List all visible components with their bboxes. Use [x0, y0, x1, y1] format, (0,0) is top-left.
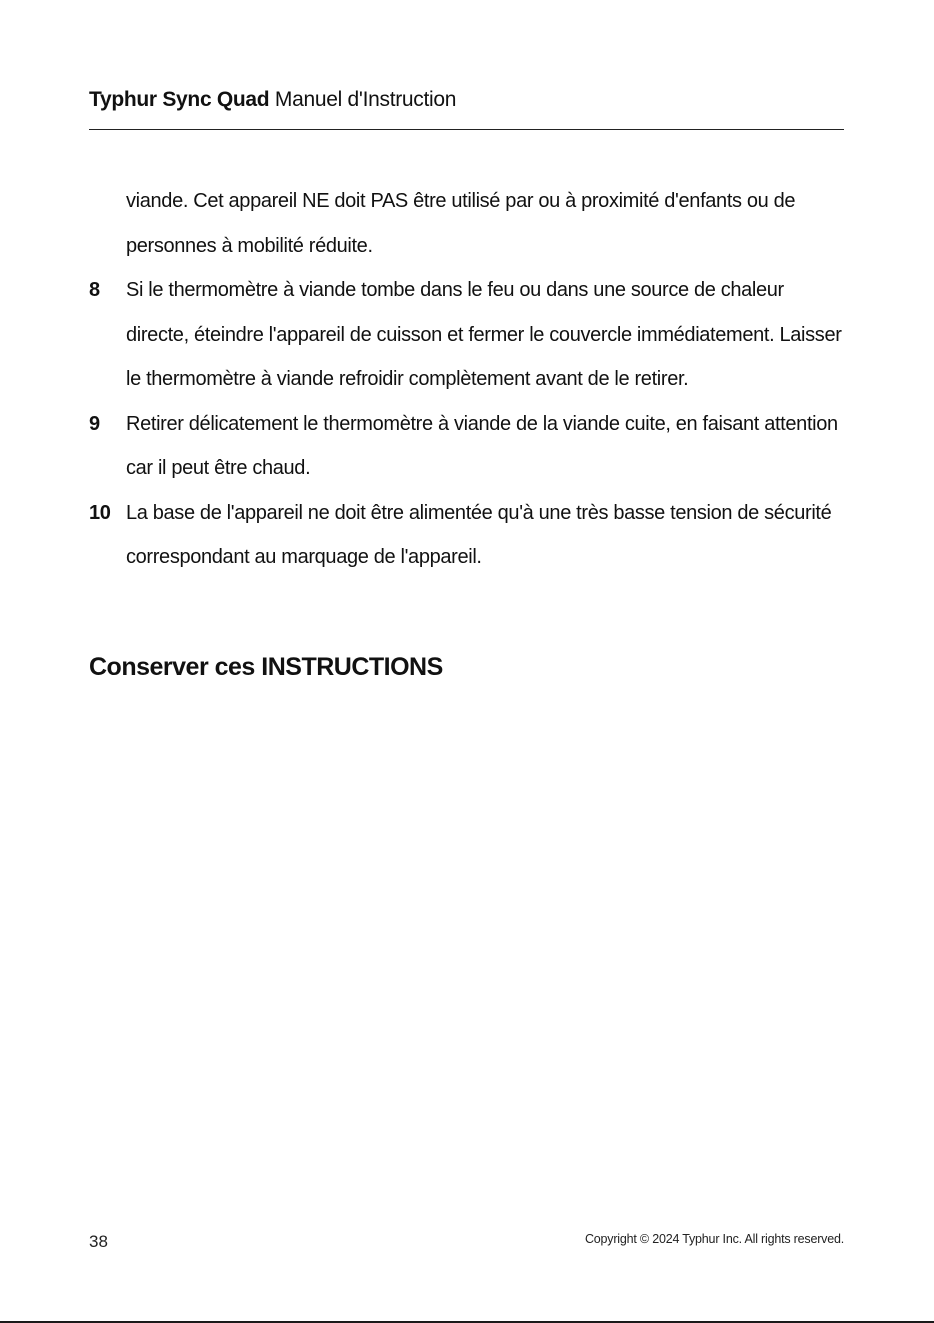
- item-text: La base de l'appareil ne doit être alimentée qu'à une très basse tension de sécurité correspondant au marquage de l'appareil.: [126, 501, 832, 568]
- list-item: [89, 268, 849, 402]
- page-header: [89, 88, 844, 112]
- continuation-paragraph: [89, 179, 849, 268]
- item-text: Retirer délicatement le thermomètre à viande de la viande cuite, en faisant attention car il peut être chaud.: [126, 412, 838, 479]
- item-text: Si le thermomètre à viande tombe dans le feu ou dans une source de chaleur directe, éteindre l'appareil de cuisson et fermer le couvercle immédiatement. Laisser le thermomètre à viande refroidir complètement avant de le retirer.: [126, 279, 842, 390]
- page-number: 38: [89, 1232, 108, 1251]
- section-title: Conserver ces INSTRUCTIONS: [89, 653, 443, 681]
- header-subtitle: Manuel d'Instruction: [274, 88, 457, 111]
- instructions-body: [89, 179, 849, 580]
- item-number: 10: [89, 501, 111, 524]
- item-number: 8: [89, 279, 100, 301]
- continuation-text: viande. Cet appareil NE doit PAS être utilisé par ou à proximité d'enfants ou de personnes à mobilité réduite.: [126, 190, 796, 257]
- header-divider: [89, 129, 844, 130]
- copyright-notice: Copyright © 2024 Typhur Inc. All rights reserved.: [584, 1232, 844, 1246]
- list-item: [89, 402, 849, 491]
- header-brand: Typhur Sync Quad: [89, 88, 270, 111]
- list-item: [89, 491, 849, 580]
- item-number: 9: [89, 412, 100, 435]
